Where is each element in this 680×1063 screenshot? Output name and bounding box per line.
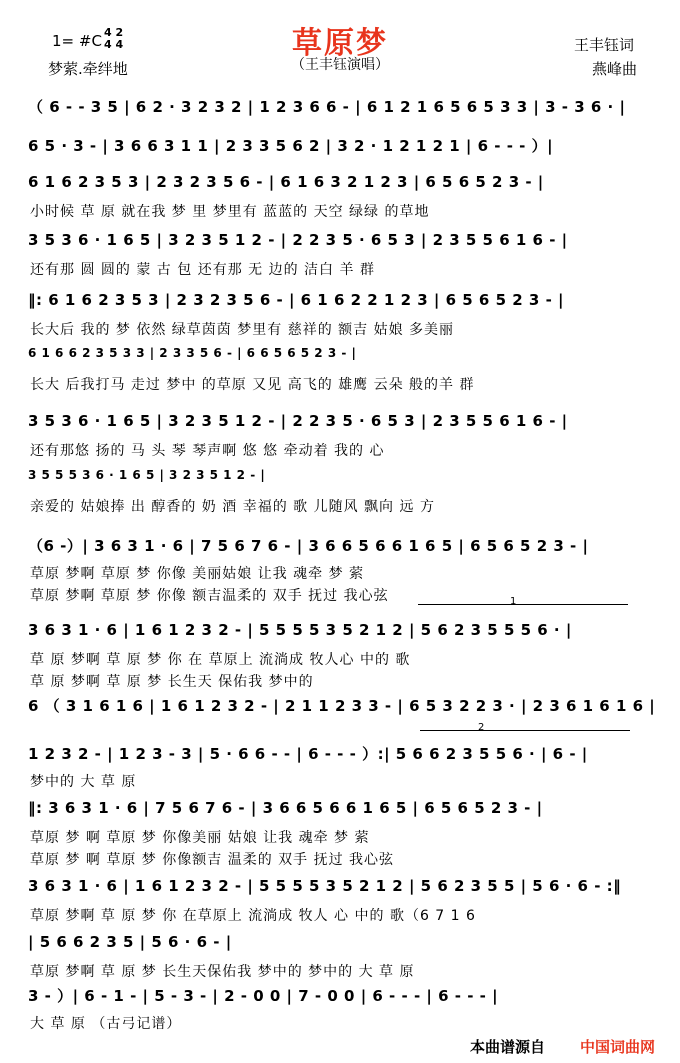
notation-row: 3 6 3 1 · 6 | 1 6 1 2 3 2 - | 5 5 5 5 3 5 2 1 2 | 5 6 2 3 5 5 5 6 · | [28,621,572,639]
notation-row: （6 -）| 3 6 3 1 · 6 | 7 5 6 7 6 - | 3 6 6 5 6 6 1 6 5 | 6 5 6 5 2 3 - | [28,537,589,555]
notation-row: 3 5 5 5 3 6 · 1 6 5 | 3 2 3 5 1 2 - | [28,468,266,482]
inspiration-note: 梦萦.牵绊地 [48,60,128,78]
lyric-line-second-verse: 草原 梦 啊 草原 梦 你像额吉 温柔的 双手 抚过 我心弦 [30,852,395,868]
notation-row: ‖: 3 6 3 1 · 6 | 7 5 6 7 6 - | 3 6 6 5 6 6 1 6 5 | 6 5 6 5 2 3 - | [28,799,543,817]
notation-row: 3 6 3 1 · 6 | 1 6 1 2 3 2 - | 5 5 5 5 3 5 2 1 2 | 5 6 2 3 5 5 | 5 6 · 6 - :‖ [28,877,622,895]
performer-subtitle: （王丰钰演唱） [291,57,389,73]
notation-row: 6 （ 3 1 6 1 6 | 1 6 1 2 3 2 - | 2 1 1 2 3 3 - | 6 5 3 2 2 3 · | 2 3 6 1 6 1 6 | [28,697,656,715]
lyric-line: 梦中的 大 草 原 [30,774,137,790]
volta-bracket-1 [418,604,628,605]
notation-row: 6 1 6 2 3 5 3 | 2 3 2 3 5 6 - | 6 1 6 3 2 1 2 3 | 6 5 6 5 2 3 - | [28,173,544,191]
notation-row: 3 5 3 6 · 1 6 5 | 3 2 3 5 1 2 - | 2 2 3 5 · 6 5 3 | 2 3 5 5 6 1 6 - | [28,412,568,430]
lyricist-credit: 王丰钰词 [574,36,635,54]
lyric-line: 长大 后我打马 走过 梦中 的草原 又见 高飞的 雄鹰 云朵 般的羊 群 [30,377,475,393]
notation-row: ‖: 6 1 6 2 3 5 3 | 2 3 2 3 5 6 - | 6 1 6 2 2 1 2 3 | 6 5 6 5 2 3 - | [28,291,564,309]
footer-source: 本曲谱源自 [470,1038,546,1056]
notation-row: 1 2 3 2 - | 1 2 3 - 3 | 5 · 6 6 - - | 6 - - - ）:| 5 6 6 2 3 5 5 6 · | 6 - | [28,745,588,763]
notation-row: （ 6 - - 3 5 | 6 2 · 3 2 3 2 | 1 2 3 6 6 - | 6 1 2 1 6 5 6 5 3 3 | 3 - 3 6 · | [28,98,626,116]
lyric-line-second-verse: 草原 梦啊 草原 梦 你像 额吉温柔的 双手 抚过 我心弦 [30,588,389,604]
volta-bracket-2 [420,730,630,731]
meter-bottom: 4 4 [104,38,124,51]
notation-row: | 5 6 6 2 3 5 | 5 6 · 6 - | [28,933,232,951]
lyric-line: 长大后 我的 梦 依然 绿草茵茵 梦里有 慈祥的 额吉 姑娘 多美丽 [30,322,455,338]
song-title: 草原梦 [292,26,388,61]
lyric-line: 草原 梦啊 草原 梦 你像 美丽姑娘 让我 魂牵 梦 萦 [30,566,365,582]
lyric-line: 还有那 圆 圆的 蒙 古 包 还有那 无 边的 洁白 羊 群 [30,262,375,278]
notation-row: 6 5 · 3 - | 3 6 6 3 1 1 | 2 3 3 5 6 2 | 3 2 · 1 2 1 2 1 | 6 - - - ）| [28,137,554,155]
lyric-line: 草 原 梦啊 草 原 梦 你 在 草原上 流淌成 牧人心 中的 歌 [30,652,411,668]
key-signature: 1= #C [52,32,102,50]
notation-row: 3 - ）| 6 - 1 - | 5 - 3 - | 2 - 0 0 | 7 - 0 0 | 6 - - - | 6 - - - | [28,987,499,1005]
notation-row: 6 1 6 6 2 3 5 3 3 | 2 3 3 5 6 - | 6 6 5 6 5 2 3 - | [28,346,357,360]
lyric-line: 草原 梦 啊 草原 梦 你像美丽 姑娘 让我 魂牵 梦 萦 [30,830,370,846]
composer-credit: 燕峰曲 [592,60,638,78]
lyric-line-second-verse: 草 原 梦啊 草 原 梦 长生天 保佑我 梦中的 [30,674,314,690]
volta-label-2: 2 [478,722,485,733]
lyric-line: 草原 梦啊 草 原 梦 你 在草原上 流淌成 牧人 心 中的 歌（6 7 1 6 [30,908,476,924]
footer-site-link[interactable]: 中国词曲网 [580,1038,656,1056]
meter-top: 4 2 [104,26,124,39]
lyric-line: 草原 梦啊 草 原 梦 长生天保佑我 梦中的 梦中的 大 草 原 [30,964,415,980]
lyric-line: 还有那悠 扬的 马 头 琴 琴声啊 悠 悠 牵动着 我的 心 [30,443,385,459]
lyric-line: 大 草 原 （古弓记谱） [30,1016,182,1032]
volta-label-1: 1 [510,596,517,607]
notation-row: 3 5 3 6 · 1 6 5 | 3 2 3 5 1 2 - | 2 2 3 5 · 6 5 3 | 2 3 5 5 6 1 6 - | [28,231,568,249]
lyric-line: 小时候 草 原 就在我 梦 里 梦里有 蓝蓝的 天空 绿绿 的草地 [30,204,430,220]
lyric-line: 亲爱的 姑娘捧 出 醇香的 奶 酒 幸福的 歌 儿随风 飘向 远 方 [30,499,435,515]
